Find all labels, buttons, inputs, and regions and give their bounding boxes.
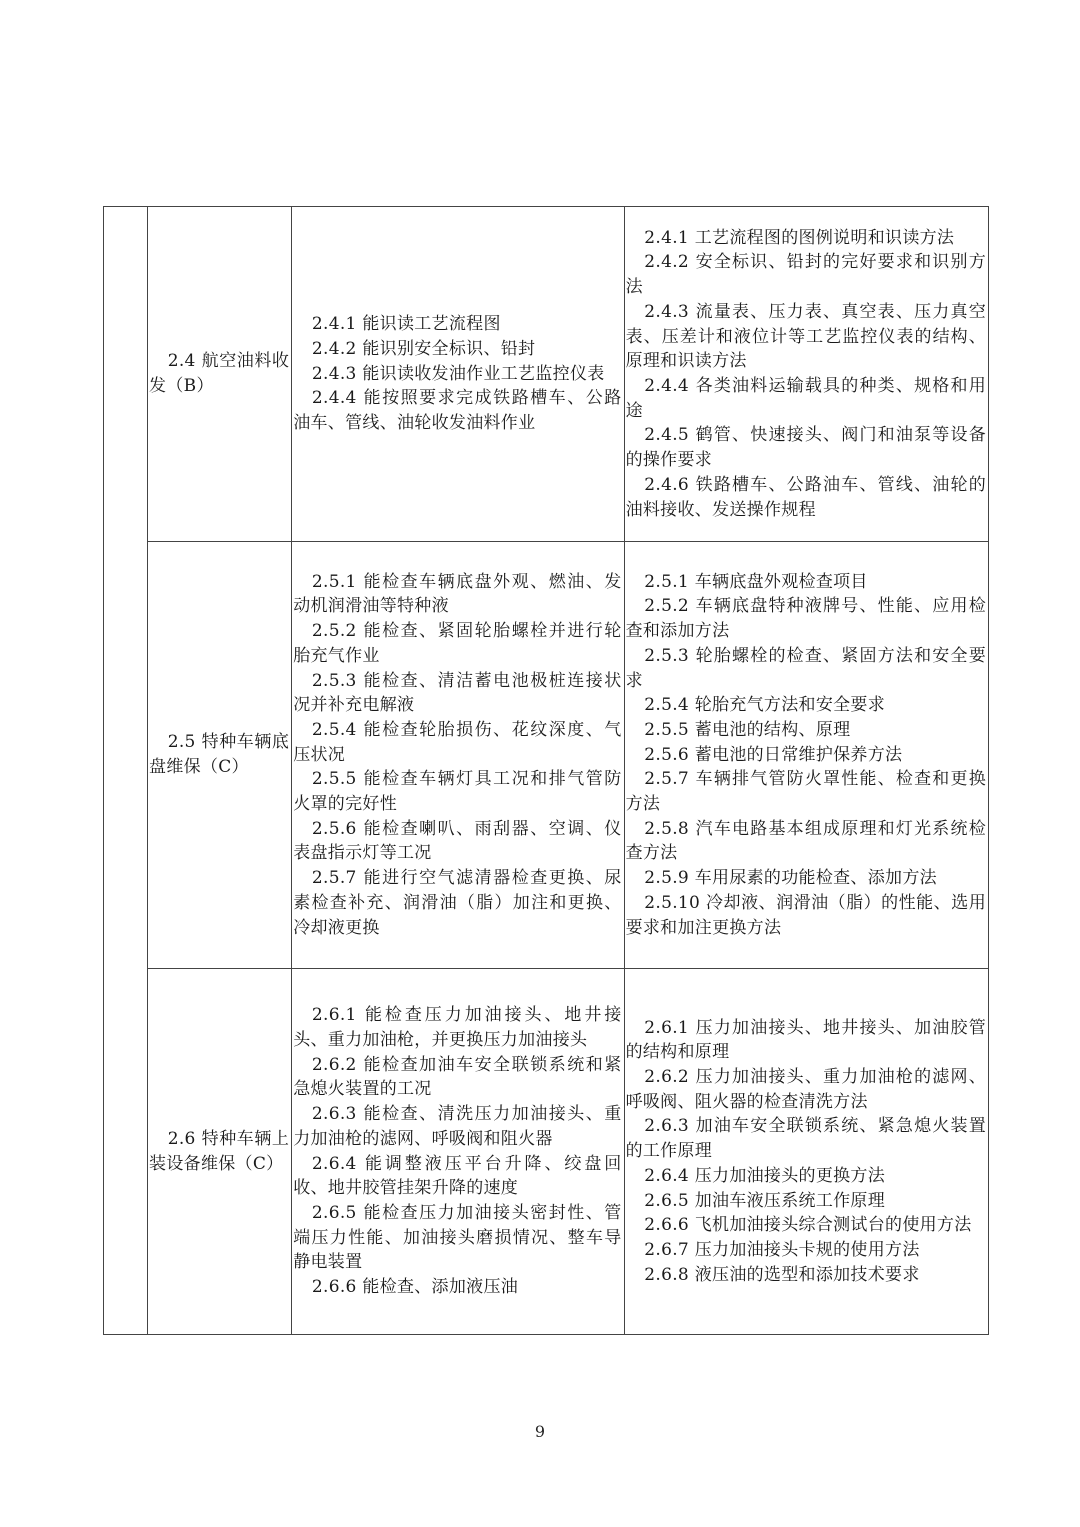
knowledge-item: 2.4.2 安全标识、铅封的完好要求和识别方法 bbox=[625, 252, 986, 298]
skill-item: 2.6.6 能检查、添加液压油 bbox=[311, 1277, 519, 1298]
skill-item: 2.5.3 能检查、清洁蓄电池极桩连接状况并补充电解液 bbox=[293, 670, 622, 716]
knowledge-item: 2.4.1 工艺流程图的图例说明和识读方法 bbox=[644, 227, 955, 248]
skill-requirements-cell bbox=[292, 542, 624, 969]
skill-requirements-cell bbox=[292, 969, 624, 1335]
related-knowledge-cell bbox=[624, 542, 988, 969]
related-knowledge-cell bbox=[624, 969, 988, 1335]
knowledge-item: 2.5.1 车辆底盘外观检查项目 bbox=[644, 571, 868, 592]
work-content-title: 2.5 特种车辆底盘维保（C） bbox=[149, 732, 290, 777]
knowledge-item: 2.4.6 铁路槽车、公路油车、管线、油轮的油料接收、发送操作规程 bbox=[625, 474, 986, 520]
knowledge-item: 2.6.6 飞机加油接头综合测试台的使用方法 bbox=[644, 1215, 972, 1236]
table-row bbox=[104, 542, 989, 969]
skill-item: 2.6.5 能检查压力加油接头密封性、管端压力性能、加油接头磨损情况、整车导静电装置 bbox=[293, 1202, 622, 1273]
skill-item: 2.4.3 能识读收发油作业工艺监控仪表 bbox=[311, 363, 605, 384]
work-content-cell bbox=[148, 207, 292, 542]
skill-item: 2.5.6 能检查喇叭、雨刮器、空调、仪表盘指示灯等工况 bbox=[293, 818, 622, 864]
skill-item: 2.6.4 能调整液压平台升降、绞盘回收、地井胶管挂架升降的速度 bbox=[293, 1153, 622, 1199]
knowledge-item: 2.6.8 液压油的选型和添加技术要求 bbox=[644, 1264, 920, 1285]
skill-item: 2.5.5 能检查车辆灯具工况和排气管防火罩的完好性 bbox=[293, 769, 622, 815]
knowledge-item: 2.6.3 加油车安全联锁系统、紧急熄火装置的工作原理 bbox=[625, 1116, 986, 1162]
knowledge-item: 2.6.1 压力加油接头、地井接头、加油胶管的结构和原理 bbox=[625, 1017, 986, 1063]
knowledge-item: 2.5.9 车用尿素的功能检查、添加方法 bbox=[644, 868, 937, 889]
skill-item: 2.4.4 能按照要求完成铁路槽车、公路油车、管线、油轮收发油料作业 bbox=[293, 388, 622, 434]
knowledge-item: 2.5.5 蓄电池的结构、原理 bbox=[644, 719, 851, 740]
knowledge-item: 2.6.4 压力加油接头的更换方法 bbox=[644, 1165, 886, 1186]
work-content-cell bbox=[148, 542, 292, 969]
skill-item: 2.6.3 能检查、清洗压力加油接头、重力加油枪的滤网、呼吸阀和阻火器 bbox=[293, 1104, 622, 1149]
work-content-cell bbox=[148, 969, 292, 1335]
knowledge-item: 2.4.3 流量表、压力表、真空表、压力真空表、压差计和液位计等工艺监控仪表的结构、原理和识读方法 bbox=[625, 301, 986, 372]
skill-item: 2.5.4 能检查轮胎损伤、花纹深度、气压状况 bbox=[293, 719, 622, 765]
work-content-title: 2.4 航空油料收发（B） bbox=[149, 351, 290, 396]
table-row bbox=[104, 207, 989, 542]
skill-item: 2.4.1 能识读工艺流程图 bbox=[311, 314, 501, 335]
skill-item: 2.6.2 能检查加油车安全联锁系统和紧急熄火装置的工况 bbox=[293, 1054, 622, 1100]
skills-table bbox=[103, 206, 989, 1335]
skill-item: 2.5.1 能检查车辆底盘外观、燃油、发动机润滑油等特种液 bbox=[293, 571, 622, 617]
skill-item: 2.5.2 能检查、紧固轮胎螺栓并进行轮胎充气作业 bbox=[293, 621, 622, 666]
knowledge-item: 2.6.7 压力加油接头卡规的使用方法 bbox=[644, 1239, 920, 1260]
skill-item: 2.5.7 能进行空气滤清器检查更换、尿素检查补充、润滑油（脂）加注和更换、冷却液更换 bbox=[293, 868, 622, 938]
skill-requirements-cell bbox=[292, 207, 624, 542]
knowledge-item: 2.5.4 轮胎充气方法和安全要求 bbox=[644, 695, 886, 716]
knowledge-item: 2.4.4 各类油料运输载具的种类、规格和用途 bbox=[625, 376, 986, 421]
skill-item: 2.6.1 能检查压力加油接头、地井接头、重力加油枪，并更换压力加油接头 bbox=[293, 1005, 622, 1050]
knowledge-item: 2.5.7 车辆排气管防火罩性能、检查和更换方法 bbox=[625, 769, 986, 815]
page-number: 9 bbox=[534, 1422, 546, 1441]
skill-item: 2.4.2 能识别安全标识、铅封 bbox=[311, 338, 536, 359]
knowledge-item: 2.6.2 压力加油接头、重力加油枪的滤网、呼吸阀、阻火器的检查清洗方法 bbox=[625, 1067, 986, 1112]
table-row bbox=[104, 969, 989, 1335]
knowledge-item: 2.5.10 冷却液、润滑油（脂）的性能、选用要求和加注更换方法 bbox=[625, 892, 986, 938]
related-knowledge-cell bbox=[624, 207, 988, 542]
knowledge-item: 2.5.6 蓄电池的日常维护保养方法 bbox=[644, 744, 903, 765]
category-cell bbox=[104, 207, 148, 1335]
knowledge-item: 2.5.8 汽车电路基本组成原理和灯光系统检查方法 bbox=[625, 818, 986, 864]
knowledge-item: 2.5.2 车辆底盘特种液牌号、性能、应用检查和添加方法 bbox=[625, 596, 986, 642]
knowledge-item: 2.6.5 加油车液压系统工作原理 bbox=[644, 1190, 886, 1211]
knowledge-item: 2.5.3 轮胎螺栓的检查、紧固方法和安全要求 bbox=[625, 645, 986, 691]
work-content-title: 2.6 特种车辆上装设备维保（C） bbox=[149, 1128, 290, 1174]
knowledge-item: 2.4.5 鹤管、快速接头、阀门和油泵等设备的操作要求 bbox=[625, 425, 986, 471]
